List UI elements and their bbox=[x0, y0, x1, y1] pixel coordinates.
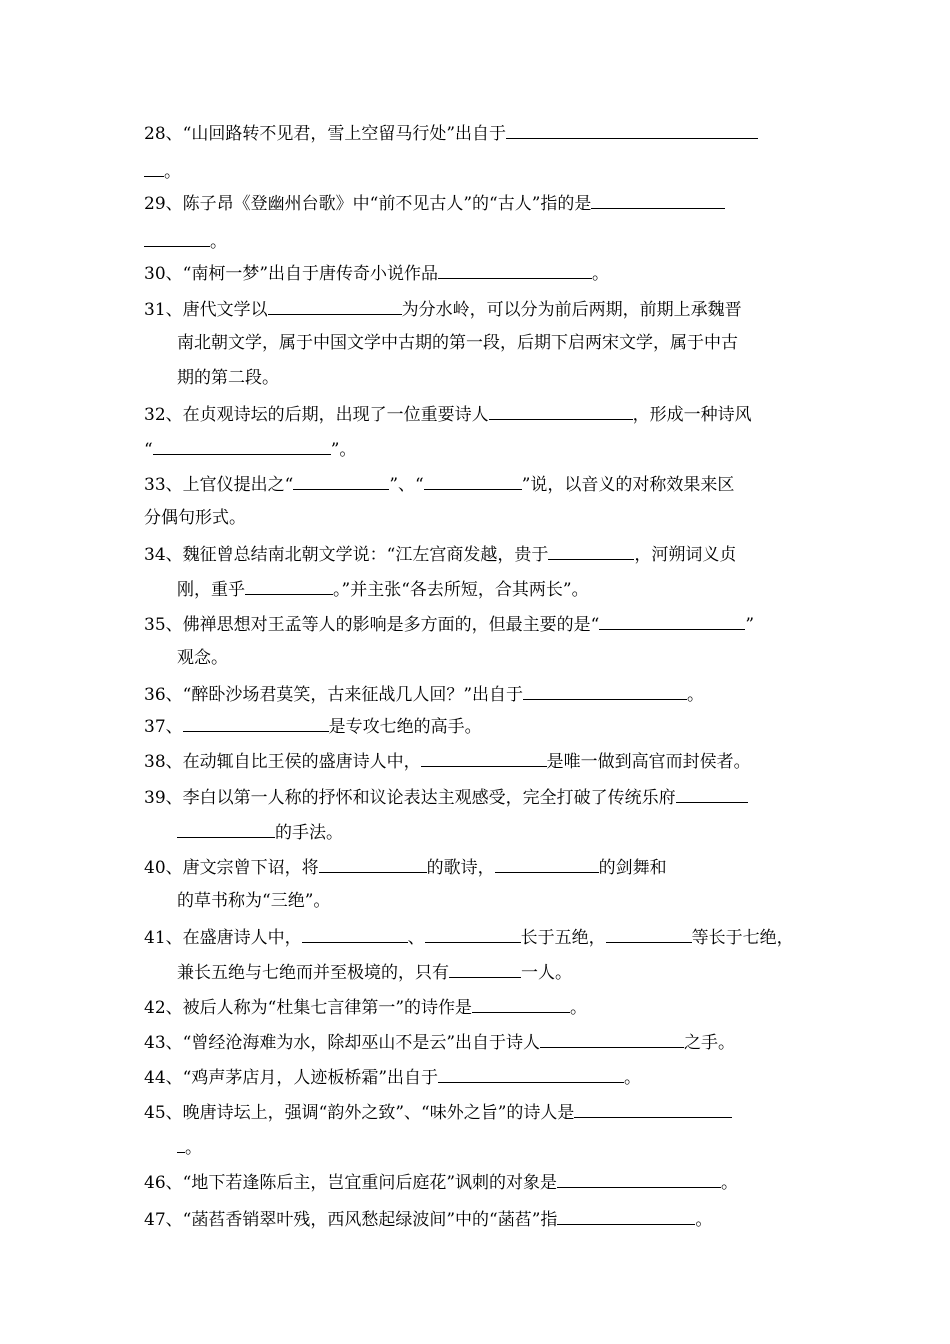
answer-blank[interactable] bbox=[523, 681, 687, 700]
question-text: 35、佛禅思想对王孟等人的影响是多方面的，但最主要的是“ bbox=[144, 615, 600, 635]
answer-blank[interactable] bbox=[557, 1169, 721, 1188]
question-line bbox=[144, 1064, 641, 1090]
question-text: 。 bbox=[624, 1068, 642, 1088]
question-line bbox=[144, 228, 227, 254]
question-line bbox=[144, 1169, 738, 1195]
question-text: 期的第二段。 bbox=[177, 368, 279, 388]
answer-blank[interactable] bbox=[506, 120, 758, 139]
question-text: 。 bbox=[592, 264, 610, 284]
answer-blank[interactable] bbox=[268, 296, 402, 315]
question-text: 39、李白以第一人称的抒怀和议论表达主观感受，完全打破了传统乐府 bbox=[144, 788, 676, 808]
question-line bbox=[177, 331, 738, 355]
answer-blank[interactable] bbox=[557, 1206, 695, 1225]
question-text: 观念。 bbox=[177, 648, 228, 668]
question-text: ”说，以音义的对称效果来区 bbox=[521, 475, 735, 495]
question-text: 。 bbox=[695, 1210, 713, 1230]
question-text: 34、魏征曾总结南北朝文学说：“江左宫商发越，贵于 bbox=[144, 545, 549, 565]
answer-blank[interactable] bbox=[438, 1064, 624, 1083]
question-text: 40、唐文宗曾下诏，将 bbox=[144, 858, 319, 878]
answer-blank[interactable] bbox=[302, 924, 408, 943]
answer-blank[interactable] bbox=[438, 260, 592, 279]
answer-blank[interactable] bbox=[606, 924, 692, 943]
answer-blank[interactable] bbox=[319, 854, 427, 873]
question-line bbox=[144, 541, 736, 567]
question-text: 33、上官仪提出之“ bbox=[144, 475, 294, 495]
answer-blank[interactable] bbox=[293, 471, 389, 490]
answer-blank[interactable] bbox=[153, 436, 331, 455]
answer-blank[interactable] bbox=[177, 819, 275, 838]
question-text: 。 bbox=[687, 685, 705, 705]
question-line bbox=[144, 1029, 735, 1055]
question-text: 一人。 bbox=[521, 963, 572, 983]
question-text: 30、“南柯一梦”出自于唐传奇小说作品 bbox=[144, 264, 439, 284]
question-text: 46、“地下若逢陈后主，岂宜重问后庭花”讽刺的对象是 bbox=[144, 1173, 558, 1193]
question-text: 的手法。 bbox=[275, 823, 343, 843]
question-text: 是专攻七绝的高手。 bbox=[328, 717, 482, 737]
question-text: ，河朔词义贞 bbox=[634, 545, 737, 565]
question-line bbox=[144, 296, 742, 322]
question-text: 42、被后人称为“杜集七言律第一”的诗作是 bbox=[144, 998, 473, 1018]
question-line bbox=[144, 854, 667, 880]
question-line bbox=[177, 366, 279, 390]
question-text: 分偶句形式。 bbox=[144, 508, 246, 528]
question-text: 28、“山回路转不见君，雪上空留马行处”出自于 bbox=[144, 124, 507, 144]
question-line bbox=[144, 158, 181, 184]
question-text: ” bbox=[745, 615, 755, 635]
answer-blank[interactable] bbox=[449, 959, 521, 978]
question-text: 的歌诗， bbox=[426, 858, 495, 878]
question-text: 45、晚唐诗坛上，强调“韵外之致”、“味外之旨”的诗人是 bbox=[144, 1103, 575, 1123]
answer-blank[interactable] bbox=[548, 541, 634, 560]
answer-blank[interactable] bbox=[495, 854, 599, 873]
question-line bbox=[144, 190, 725, 216]
question-text: 38、在动辄自比王侯的盛唐诗人中， bbox=[144, 752, 421, 772]
answer-blank[interactable] bbox=[245, 576, 333, 595]
question-line bbox=[144, 120, 758, 146]
question-line bbox=[144, 748, 751, 774]
question-text: 兼长五绝与七绝而并至极境的，只有 bbox=[177, 963, 449, 983]
question-text: 南北朝文学，属于中国文学中古期的第一段，后期下启两宋文学，属于中古 bbox=[177, 333, 738, 353]
question-line bbox=[177, 819, 343, 845]
question-line bbox=[144, 611, 754, 637]
answer-blank[interactable] bbox=[421, 748, 547, 767]
question-text: 。 bbox=[210, 232, 227, 252]
question-text: 36、“醉卧沙场君莫笑，古来征战几人回？”出自于 bbox=[144, 685, 524, 705]
question-line bbox=[144, 713, 482, 739]
question-line bbox=[144, 436, 356, 462]
answer-blank[interactable] bbox=[489, 401, 633, 420]
question-line bbox=[177, 889, 330, 913]
answer-blank[interactable] bbox=[591, 190, 725, 209]
question-text: 43、“曾经沧海难为水，除却巫山不是云”出自于诗人 bbox=[144, 1033, 541, 1053]
question-text: 为分水岭，可以分为前后两期，前期上承魏晋 bbox=[401, 300, 742, 320]
question-text: 。 bbox=[570, 998, 588, 1018]
question-text: 。 bbox=[164, 162, 181, 182]
question-line bbox=[144, 506, 246, 530]
answer-blank[interactable] bbox=[574, 1099, 732, 1118]
question-text: 32、在贞观诗坛的后期，出现了一位重要诗人 bbox=[144, 405, 489, 425]
question-text: 。”并主张“各去所短，合其两长”。 bbox=[333, 580, 589, 600]
question-line bbox=[177, 959, 572, 985]
question-text: 的剑舞和 bbox=[598, 858, 667, 878]
question-text: ，形成一种诗风 bbox=[632, 405, 752, 425]
answer-blank[interactable] bbox=[177, 1134, 185, 1153]
question-line bbox=[144, 1099, 732, 1125]
question-text: 31、唐代文学以 bbox=[144, 300, 268, 320]
question-text: ”、“ bbox=[389, 475, 424, 495]
question-line bbox=[144, 784, 748, 810]
question-text: 的草书称为“三绝”。 bbox=[177, 891, 331, 911]
question-line bbox=[144, 260, 609, 286]
question-text: 、 bbox=[407, 928, 425, 948]
question-text: 长于五绝， bbox=[520, 928, 606, 948]
question-text: ”。 bbox=[330, 440, 357, 460]
question-text: 47、“菡萏香销翠叶残，西风愁起绿波间”中的“菡萏”指 bbox=[144, 1210, 558, 1230]
question-text: 是唯一做到高官而封侯者。 bbox=[546, 752, 751, 772]
question-text: 刚，重乎 bbox=[177, 580, 245, 600]
question-text: 29、陈子昂《登幽州台歌》中“前不见古人”的“古人”指的是 bbox=[144, 194, 592, 214]
answer-blank[interactable] bbox=[599, 611, 745, 630]
answer-blank[interactable] bbox=[472, 994, 570, 1013]
question-line bbox=[144, 681, 704, 707]
question-line bbox=[177, 646, 228, 670]
question-line bbox=[177, 576, 589, 602]
answer-blank[interactable] bbox=[540, 1029, 684, 1048]
question-line bbox=[144, 401, 752, 427]
question-text: 。 bbox=[721, 1173, 739, 1193]
answer-blank[interactable] bbox=[144, 158, 164, 177]
question-text: 之手。 bbox=[684, 1033, 736, 1053]
question-text: 等长于七绝， bbox=[691, 928, 794, 948]
question-text: “ bbox=[144, 440, 153, 460]
answer-blank[interactable] bbox=[676, 784, 748, 803]
question-text: 44、“鸡声茅店月，人迹板桥霜”出自于 bbox=[144, 1068, 439, 1088]
answer-blank[interactable] bbox=[144, 228, 210, 247]
question-text: 。 bbox=[185, 1138, 202, 1158]
question-line bbox=[144, 1206, 712, 1232]
question-line bbox=[144, 471, 734, 497]
question-text: 37、 bbox=[144, 717, 183, 737]
answer-blank[interactable] bbox=[425, 924, 521, 943]
question-text: 41、在盛唐诗人中， bbox=[144, 928, 302, 948]
answer-blank[interactable] bbox=[183, 713, 329, 732]
question-line bbox=[144, 924, 794, 950]
question-line bbox=[144, 994, 587, 1020]
question-line bbox=[177, 1134, 202, 1160]
answer-blank[interactable] bbox=[424, 471, 522, 490]
